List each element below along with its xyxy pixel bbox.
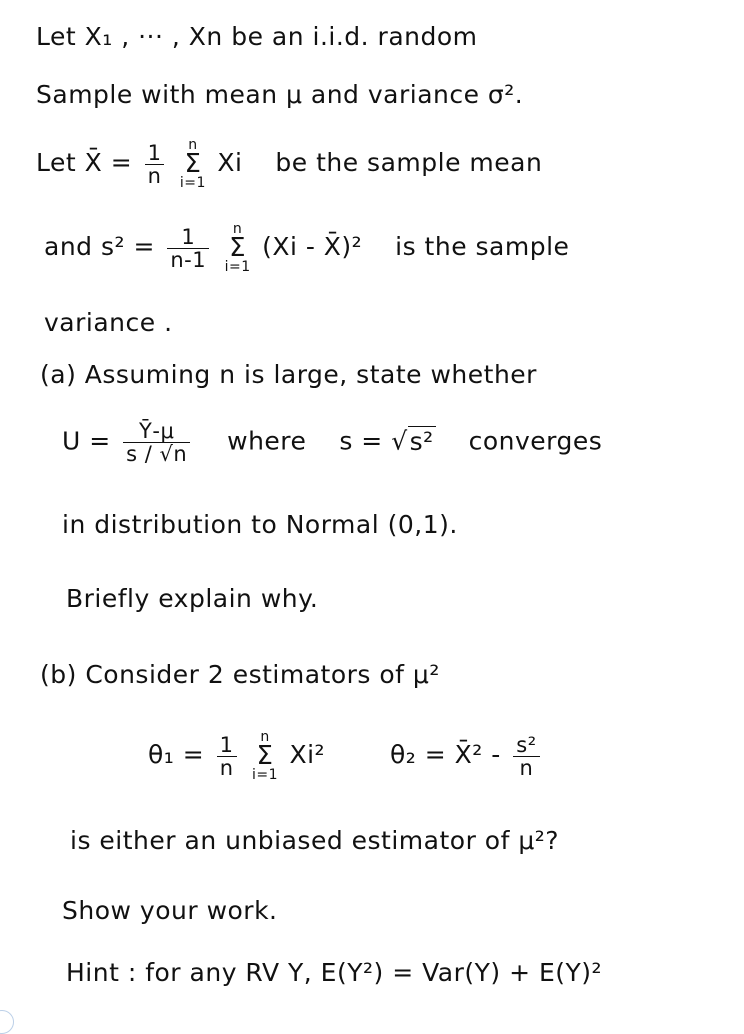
theta1-term: Xi² xyxy=(289,740,326,769)
fraction-denominator: n-1 xyxy=(170,247,207,272)
convergence-line: in distribution to Normal (0,1). xyxy=(62,510,458,539)
sigma-glyph: Σ xyxy=(256,741,274,771)
sample-mean-tail: be the sample mean xyxy=(275,148,543,177)
theta2-label: θ₂ = xyxy=(390,740,447,769)
problem-intro-line-2: Sample with mean μ and variance σ². xyxy=(36,80,524,109)
summation-lower: i=1 xyxy=(179,175,206,191)
fraction-denominator: s / √n xyxy=(126,442,188,466)
sample-variance-lead: and s² = xyxy=(44,232,155,261)
u-statistic-definition xyxy=(62,420,602,465)
theta2-first-term: X̄² - xyxy=(454,740,501,769)
fraction-numerator: 1 xyxy=(217,734,237,757)
summation-lower: i=1 xyxy=(224,259,251,275)
sigma-glyph: Σ xyxy=(229,233,247,263)
unbiased-question: is either an unbiased estimator of μ²? xyxy=(70,826,560,855)
fraction-numerator: Ȳ-μ xyxy=(123,420,190,443)
fraction-numerator: s² xyxy=(513,734,539,757)
part-b-question: (b) Consider 2 estimators of μ² xyxy=(40,660,440,689)
sample-mean-fraction xyxy=(145,142,165,187)
theta1-label: θ₁ = xyxy=(148,740,205,769)
summation-upper: n xyxy=(232,221,243,237)
fraction-denominator: n xyxy=(519,755,534,780)
sample-mean-lead: Let X̄ = xyxy=(36,148,133,177)
sqrt-body: s² xyxy=(409,426,434,456)
s-equals: s = xyxy=(339,426,383,456)
summation-term: Xi xyxy=(217,148,243,177)
summation-upper: n xyxy=(260,729,270,745)
u-lead: U = xyxy=(62,426,111,456)
sample-variance-definition xyxy=(44,222,569,274)
sqrt-sign: √ xyxy=(391,426,408,456)
sigma-glyph: Σ xyxy=(184,149,202,179)
summation-symbol xyxy=(252,730,278,782)
summation-lower: i=1 xyxy=(252,767,279,783)
show-work-instruction: Show your work. xyxy=(62,896,278,925)
explain-instruction: Briefly explain why. xyxy=(66,584,319,613)
estimators-line xyxy=(148,730,544,782)
summation-term: (Xi - X̄)² xyxy=(262,232,363,261)
fraction-denominator: n xyxy=(147,163,162,188)
sample-mean-definition xyxy=(36,138,542,190)
fraction-denominator: n xyxy=(219,755,234,780)
part-a-question: (a) Assuming n is large, state whether xyxy=(40,360,537,389)
u-where: where xyxy=(227,426,307,456)
sample-variance-fraction xyxy=(167,226,209,271)
summation-symbol xyxy=(225,222,251,274)
problem-intro-line-1: Let X₁ , ··· , Xn be an i.i.d. random xyxy=(36,22,478,51)
fraction-numerator: 1 xyxy=(167,226,209,249)
summation-upper: n xyxy=(188,137,198,153)
sample-variance-tail: is the sample xyxy=(395,232,570,261)
u-tail: converges xyxy=(468,426,603,456)
summation-symbol xyxy=(180,138,206,190)
fraction-numerator: 1 xyxy=(145,142,165,165)
u-fraction xyxy=(123,420,190,465)
hint-line: Hint : for any RV Y, E(Y²) = Var(Y) + E(Y)² xyxy=(66,958,603,987)
theta1-fraction xyxy=(217,734,237,779)
theta2-fraction xyxy=(513,734,539,779)
variance-word-line: variance . xyxy=(44,308,173,337)
corner-decoration xyxy=(0,1010,14,1034)
